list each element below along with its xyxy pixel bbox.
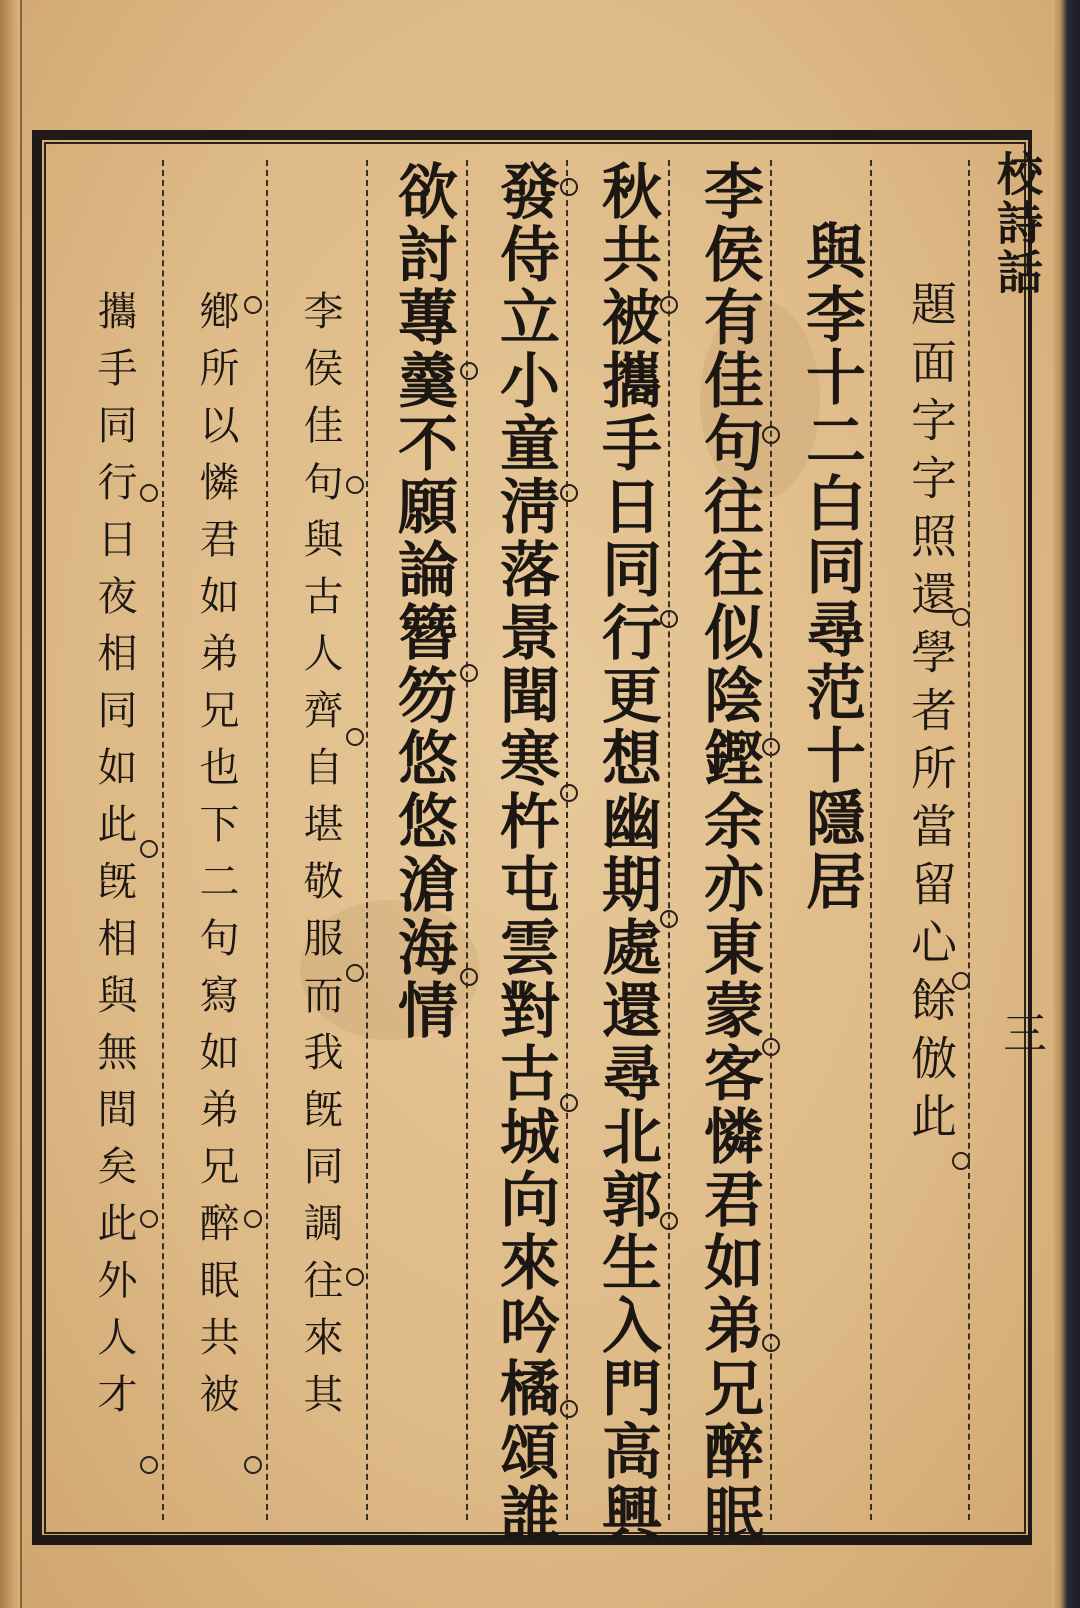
column-divider bbox=[968, 160, 970, 1520]
column-divider bbox=[266, 160, 268, 1520]
punctuation-mark bbox=[244, 296, 262, 314]
punctuation-mark bbox=[140, 484, 158, 502]
punctuation-mark bbox=[346, 728, 364, 746]
text-column-6: 欲討蓴羹不願論簪笏悠悠滄海情 bbox=[388, 160, 458, 1042]
punctuation-mark bbox=[560, 484, 578, 502]
punctuation-mark bbox=[460, 362, 478, 380]
text-column-1: 題面字字照還學者所當留心餘倣此 bbox=[904, 280, 958, 1150]
punctuation-mark bbox=[346, 1268, 364, 1286]
text-column-2: 與李十二白同尋范十隱居 bbox=[796, 220, 866, 913]
previous-page-edge bbox=[0, 0, 22, 1608]
punctuation-mark bbox=[660, 1212, 678, 1230]
punctuation-mark bbox=[952, 1152, 970, 1170]
punctuation-mark bbox=[660, 296, 678, 314]
punctuation-mark bbox=[140, 840, 158, 858]
punctuation-mark bbox=[952, 972, 970, 990]
punctuation-mark bbox=[660, 610, 678, 628]
commentary-column-3: 攜手同行日夜相同如此旣相與無間矣此外人才 bbox=[91, 290, 137, 1430]
text-column-3: 李侯有佳句往往似陰鏗余亦東蒙客憐君如弟兄醉眠 bbox=[694, 160, 764, 1546]
column-divider bbox=[366, 160, 368, 1520]
book-spine-edge bbox=[1052, 0, 1080, 1608]
punctuation-mark bbox=[952, 608, 970, 626]
punctuation-mark bbox=[140, 1210, 158, 1228]
punctuation-mark bbox=[762, 738, 780, 756]
page-number: 三 bbox=[995, 1010, 1046, 1054]
punctuation-mark bbox=[140, 1456, 158, 1474]
punctuation-mark bbox=[244, 1210, 262, 1228]
punctuation-mark bbox=[460, 968, 478, 986]
punctuation-mark bbox=[660, 910, 678, 928]
commentary-column-2: 鄕所以憐君如弟兄也下二句寫如弟兄醉眠共被 bbox=[193, 290, 239, 1430]
punctuation-mark bbox=[560, 178, 578, 196]
text-column-5: 發侍立小童淸落景聞寒杵屯雲對古城向來吟橘頌誰 bbox=[490, 160, 560, 1546]
punctuation-mark bbox=[560, 1094, 578, 1112]
punctuation-mark bbox=[762, 1334, 780, 1352]
punctuation-mark bbox=[346, 964, 364, 982]
punctuation-mark bbox=[346, 476, 364, 494]
punctuation-mark bbox=[762, 1038, 780, 1056]
punctuation-mark bbox=[762, 426, 780, 444]
header-fragment: 校詩話 bbox=[990, 150, 1044, 297]
punctuation-mark bbox=[460, 664, 478, 682]
column-divider bbox=[162, 160, 164, 1520]
text-column-4: 秋共被攜手日同行更想幽期處還尋北郭生入門高興 bbox=[592, 160, 662, 1546]
commentary-column-1: 李侯佳句與古人齊自堪敬服而我旣同調往來其 bbox=[297, 290, 343, 1430]
punctuation-mark bbox=[560, 1400, 578, 1418]
punctuation-mark bbox=[244, 1456, 262, 1474]
punctuation-mark bbox=[560, 784, 578, 802]
